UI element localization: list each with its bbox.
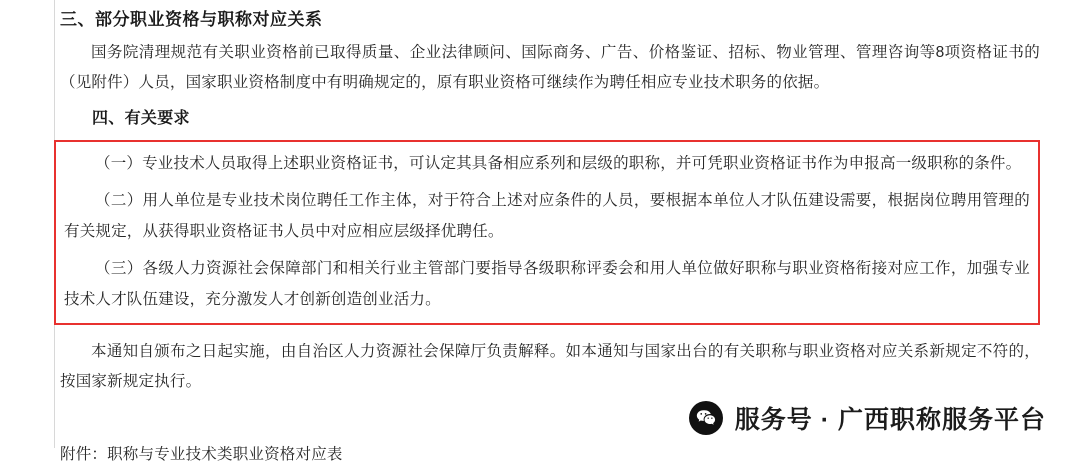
section-3-paragraph: 国务院清理规范有关职业资格前已取得质量、企业法律顾问、国际商务、广告、价格鉴证、招标、物业管理、管理咨询等8项资格证书的（见附件）人员，国家职业资格制度中有明确规定的，原有职业资格可继续作为聘任相应专业技术职务的依据。 bbox=[60, 44, 1040, 91]
red-highlight-box bbox=[54, 140, 1040, 325]
watermark bbox=[689, 400, 1046, 436]
section-heading-4: 四、有关要求 bbox=[92, 110, 190, 127]
highlighted-item-3: （三）各级人力资源社会保障部门和相关行业主管部门要指导各级职称评委会和用人单位做好职称与职业资格衔接对应工作，加强专业技术人才队伍建设，充分激发人才创新创造创业活力。 bbox=[64, 260, 1030, 308]
closing-paragraph: 本通知自颁布之日起实施，由自治区人力资源社会保障厅负责解释。如本通知与国家出台的有关职称与职业资格对应关系新规定不符的，按国家新规定执行。 bbox=[60, 343, 1040, 390]
highlighted-item-1: （一）专业技术人员取得上述职业资格证书，可认定其具备相应系列和层级的职称，并可凭职业资格证书作为申报高一级职称的条件。 bbox=[95, 155, 1022, 172]
wechat-icon bbox=[689, 401, 723, 435]
attachment-line: 附件：职称与专业技术类职业资格对应表 bbox=[60, 446, 343, 463]
watermark-text: 服务号 · 广西职称服务平台 bbox=[734, 406, 1046, 434]
section-heading-3: 三、部分职业资格与职称对应关系 bbox=[60, 10, 323, 29]
highlighted-item-2: （二）用人单位是专业技术岗位聘任工作主体，对于符合上述对应条件的人员，要根据本单位人才队伍建设需要，根据岗位聘用管理的有关规定，从获得职业资格证书人员中对应相应层级择优聘任。 bbox=[64, 192, 1030, 240]
